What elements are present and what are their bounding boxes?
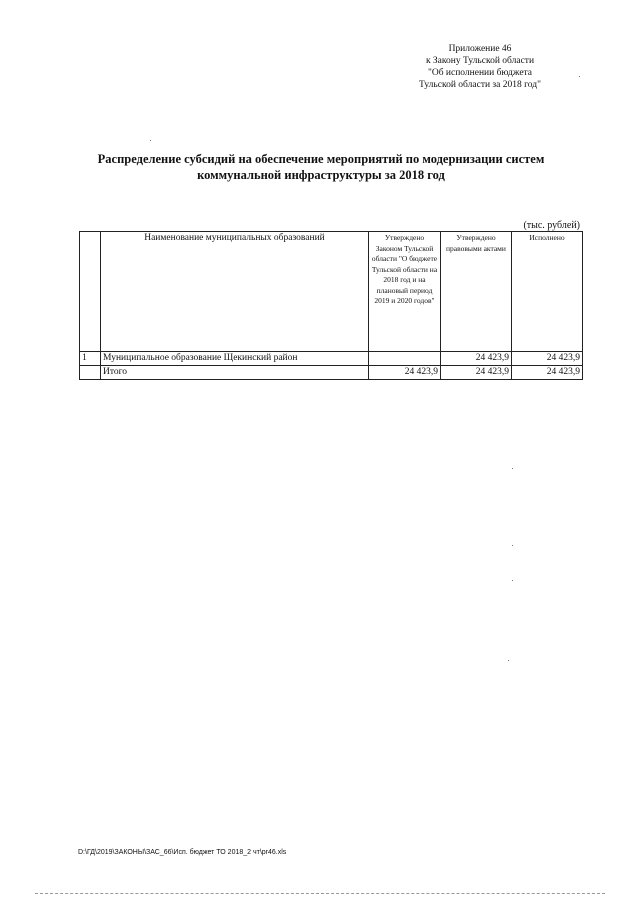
- total-name: Итого: [101, 366, 369, 380]
- col-header-executed: Исполнено: [512, 232, 583, 352]
- scan-speck: [512, 580, 513, 581]
- row-name: Муниципальное образование Щекинский район: [101, 352, 369, 366]
- appendix-line: "Об исполнении бюджета: [427, 68, 533, 78]
- total-row: [80, 366, 583, 380]
- appendix-line: Тульской области за 2018 год": [419, 80, 541, 90]
- total-approved-acts: 24 423,9: [441, 366, 512, 380]
- scan-edge-line: [35, 893, 605, 894]
- scan-speck: [508, 660, 509, 661]
- row-approved-law: [369, 352, 441, 366]
- scan-speck: [512, 545, 513, 546]
- col-header-approved-acts: Утверждено правовыми актами: [441, 232, 512, 352]
- table-header-row: [80, 232, 583, 352]
- subsidy-table: [79, 231, 583, 380]
- row-executed: 24 423,9: [512, 352, 583, 366]
- document-title: [40, 151, 602, 183]
- scan-speck: [512, 468, 513, 469]
- col-header-name: Наименование муниципальных образований: [101, 232, 369, 352]
- title-line-2: коммунальной инфраструктуры за 2018 год: [197, 168, 445, 182]
- scan-speck: [579, 76, 580, 77]
- total-number: [80, 366, 101, 380]
- title-line-1: Распределение субсидий на обеспечение мероприятий по модернизации систем: [97, 152, 545, 166]
- file-path-footer: D:\ГД\2019\ЗАКОНЫ\ЗАС_66\Исп. бюджет ТО 2018_2 чт\pr46.xls: [78, 849, 287, 856]
- appendix-header: [400, 43, 560, 91]
- col-header-approved-law: Утверждено Законом Тульской области "О бюджете Тульской области на 2018 год и на плановый период 2019 и 2020 годов": [369, 232, 441, 352]
- total-approved-law: 24 423,9: [369, 366, 441, 380]
- table-row: [80, 352, 583, 366]
- scan-speck: [150, 140, 151, 141]
- row-approved-acts: 24 423,9: [441, 352, 512, 366]
- appendix-line: Приложение 46: [448, 44, 512, 54]
- row-number: 1: [80, 352, 101, 366]
- total-executed: 24 423,9: [512, 366, 583, 380]
- appendix-line: к Закону Тульской области: [425, 56, 535, 66]
- units-label: (тыс. рублей): [523, 220, 580, 231]
- col-header-number: [80, 232, 101, 352]
